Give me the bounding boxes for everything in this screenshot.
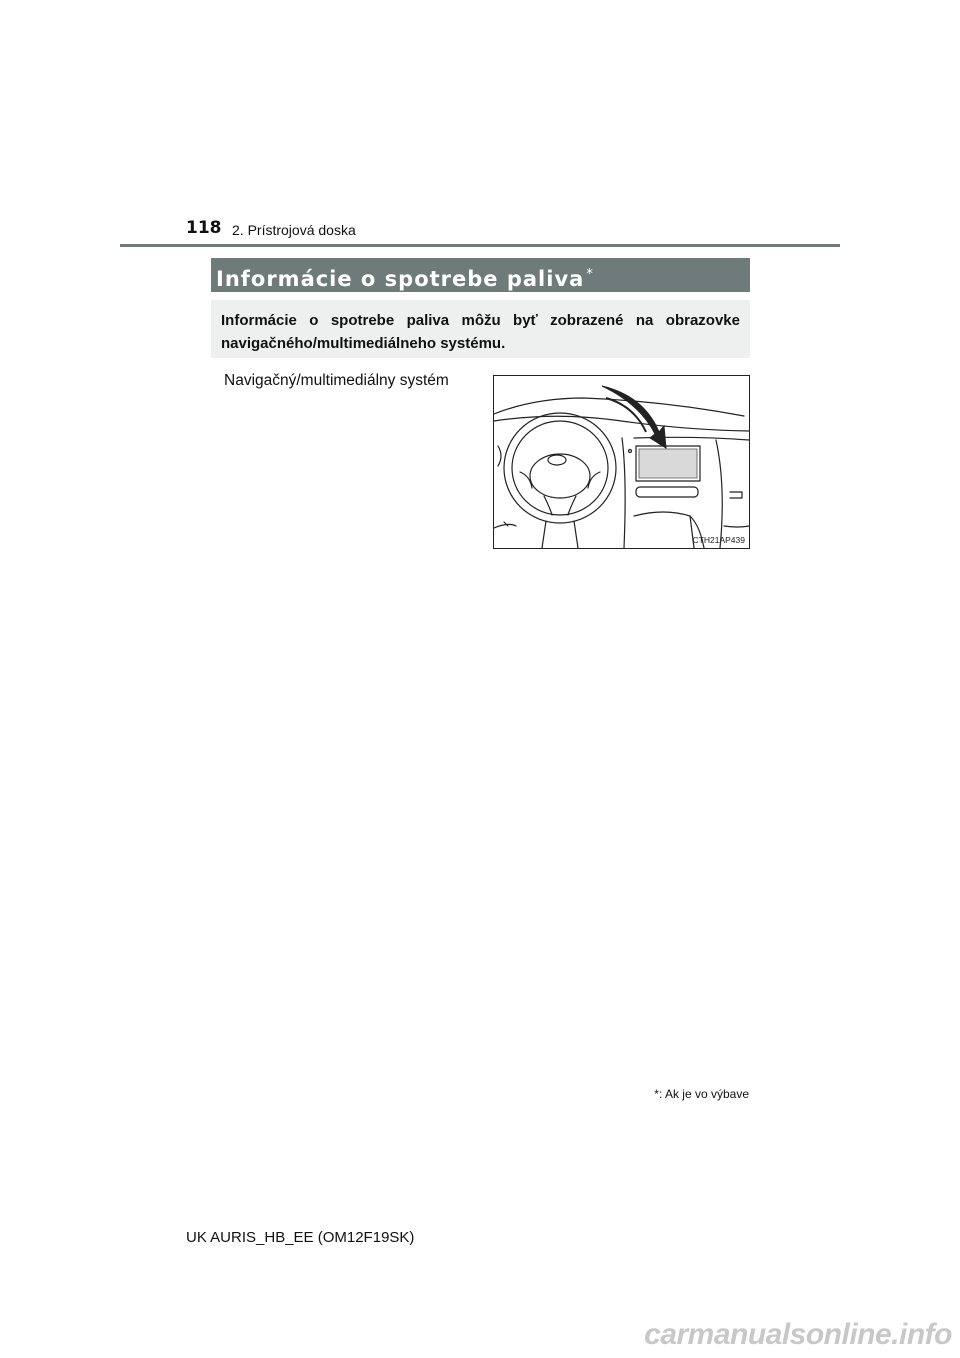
section-title: Informácie o spotrebe paliva xyxy=(216,267,585,291)
chapter-title: 2. Prístrojová doska xyxy=(232,222,356,238)
figure-code: CTH21AP439 xyxy=(692,535,745,545)
header-divider xyxy=(120,244,840,247)
section-heading xyxy=(211,258,750,292)
intro-text: Informácie o spotrebe paliva môžu byť zobrazené na obrazovke navigačného/multimediálneho systému. xyxy=(211,300,750,358)
footnote: *: Ak je vo výbave xyxy=(654,1087,749,1101)
figure-label: Navigačný/multimediálny systém xyxy=(224,372,449,389)
footer-model-code: UK AURIS_HB_EE (OM12F19SK) xyxy=(186,1229,415,1246)
page-number: 118 xyxy=(186,218,222,238)
watermark: carmanualsonline.info xyxy=(644,1318,952,1351)
pointer-arrow-icon xyxy=(602,386,666,448)
dashboard-illustration xyxy=(493,375,750,549)
dashboard-drawing xyxy=(494,376,749,548)
optional-equipment-mark: * xyxy=(586,267,594,282)
